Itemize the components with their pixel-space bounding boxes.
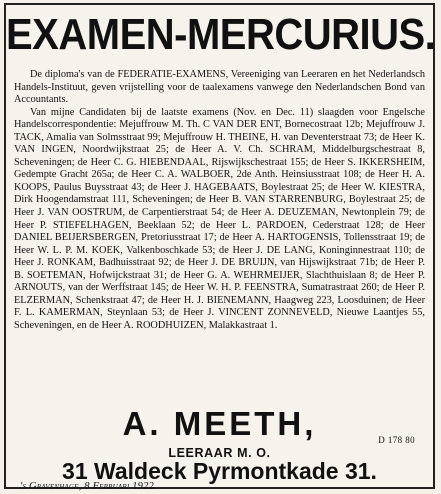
- candidates-paragraph: Van mijne Candidaten bij de laatste examens (Nov. en Dec. 11) slaagden voor Engelsche Handelscorrespondentie: Mejuffrouw M. Th. C VAN DER ENT, Bornecostraat 12b; Mejuffrouw J. TACK, Amalia van Solmsstraat 99; Mejuffrouw H. THEINE, H. van Deventerstraat 73; de Heer K. VAN INGEN, Noordwijkstraat 25; de Heer A. V. Ch. SCHRAM, Middelburgschestraat 8, Scheveningen; de Heer C. G. HIEBENDAAL, Rijswijkschestraat 155; de Heer S. IKKERSHEIM, Gedempte Gracht 265a; de Heer C. A. WALBOER, 2de Anth. Heinsiusstraat 108; de Heer H. A. KOOPS, Paulus Buysstraat 43; de Heer J. HAGEBAATS, Boylestraat 25; de Heer W. KIESTRA, Dirk Hoogendamstraat 111, Scheveningen; de Heer B. VAN STARRENBURG, Boylestraat 25; de Heer J. VAN OOSTRUM, de Carpentierstraat 54; de Heer A. DEUZEMAN, Newtonplein 79; de Heer P. STIEFELHAGEN, Beeklaan 52; de Heer L. PARDOEN, Cederstraat 128; de Heer DANIEL BEIJERSBERGEN, Pretoriusstraat 17; de Heer A. HARTOGENSIS, Tollensstraat 19; de Heer W. L. P. M. KOEK, Valkenboschkade 53; de Heer J. DE LANG, Koninginnestraat 110; de Heer J. RONKAM, Badhuisstraat 92; de Heer J. DE BRUIJN, van Hijswijkstraat 71b; de Heer P. B. SOETEMAN, Hofwijckstraat 31; de Heer G. A. WEHRMEIJER, Slachthuislaan 8; de Heer P. ARNOUTS, van der Werffstraat 145; de Heer W. H. P. FEENSTRA, Sumatrastraat 260; de Heer P. ELZERMAN, Schenkstraat 47; de Heer H. J. BIENEMANN, Haagweg 223, Loosduinen; de Heer F. L. KAMERMAN, Steynlaan 53; de Heer J. VINCENT ZONNEVELD, Nieuwe Laantjes 55, Scheveningen, en de Heer A. ROODHUIZEN, Malakkastraat 1.: [14, 106, 425, 331]
- signature-address: 31 Waldeck Pyrmontkade 31.: [62, 458, 377, 484]
- signature-title: LEERAAR M. O.: [168, 446, 271, 460]
- advertisement: [4, 3, 436, 492]
- ad-code: D 178 80: [378, 435, 415, 445]
- body-text: [14, 69, 425, 332]
- headline: EXAMEN-MERCURIUS.: [6, 11, 436, 59]
- intro-paragraph: De diploma's van de FEDERATIE-EXAMENS, Vereeniging van Leeraren en het Nederlandsch Handels-Instituut, geven vrijstelling voor de taalexamens vanwege den Nederlandschen Bond van Accountants.: [14, 69, 425, 106]
- dateline: 's Gravenhage, 8 Februari 1922.: [20, 481, 157, 492]
- signature-name: A. MEETH,: [122, 405, 317, 442]
